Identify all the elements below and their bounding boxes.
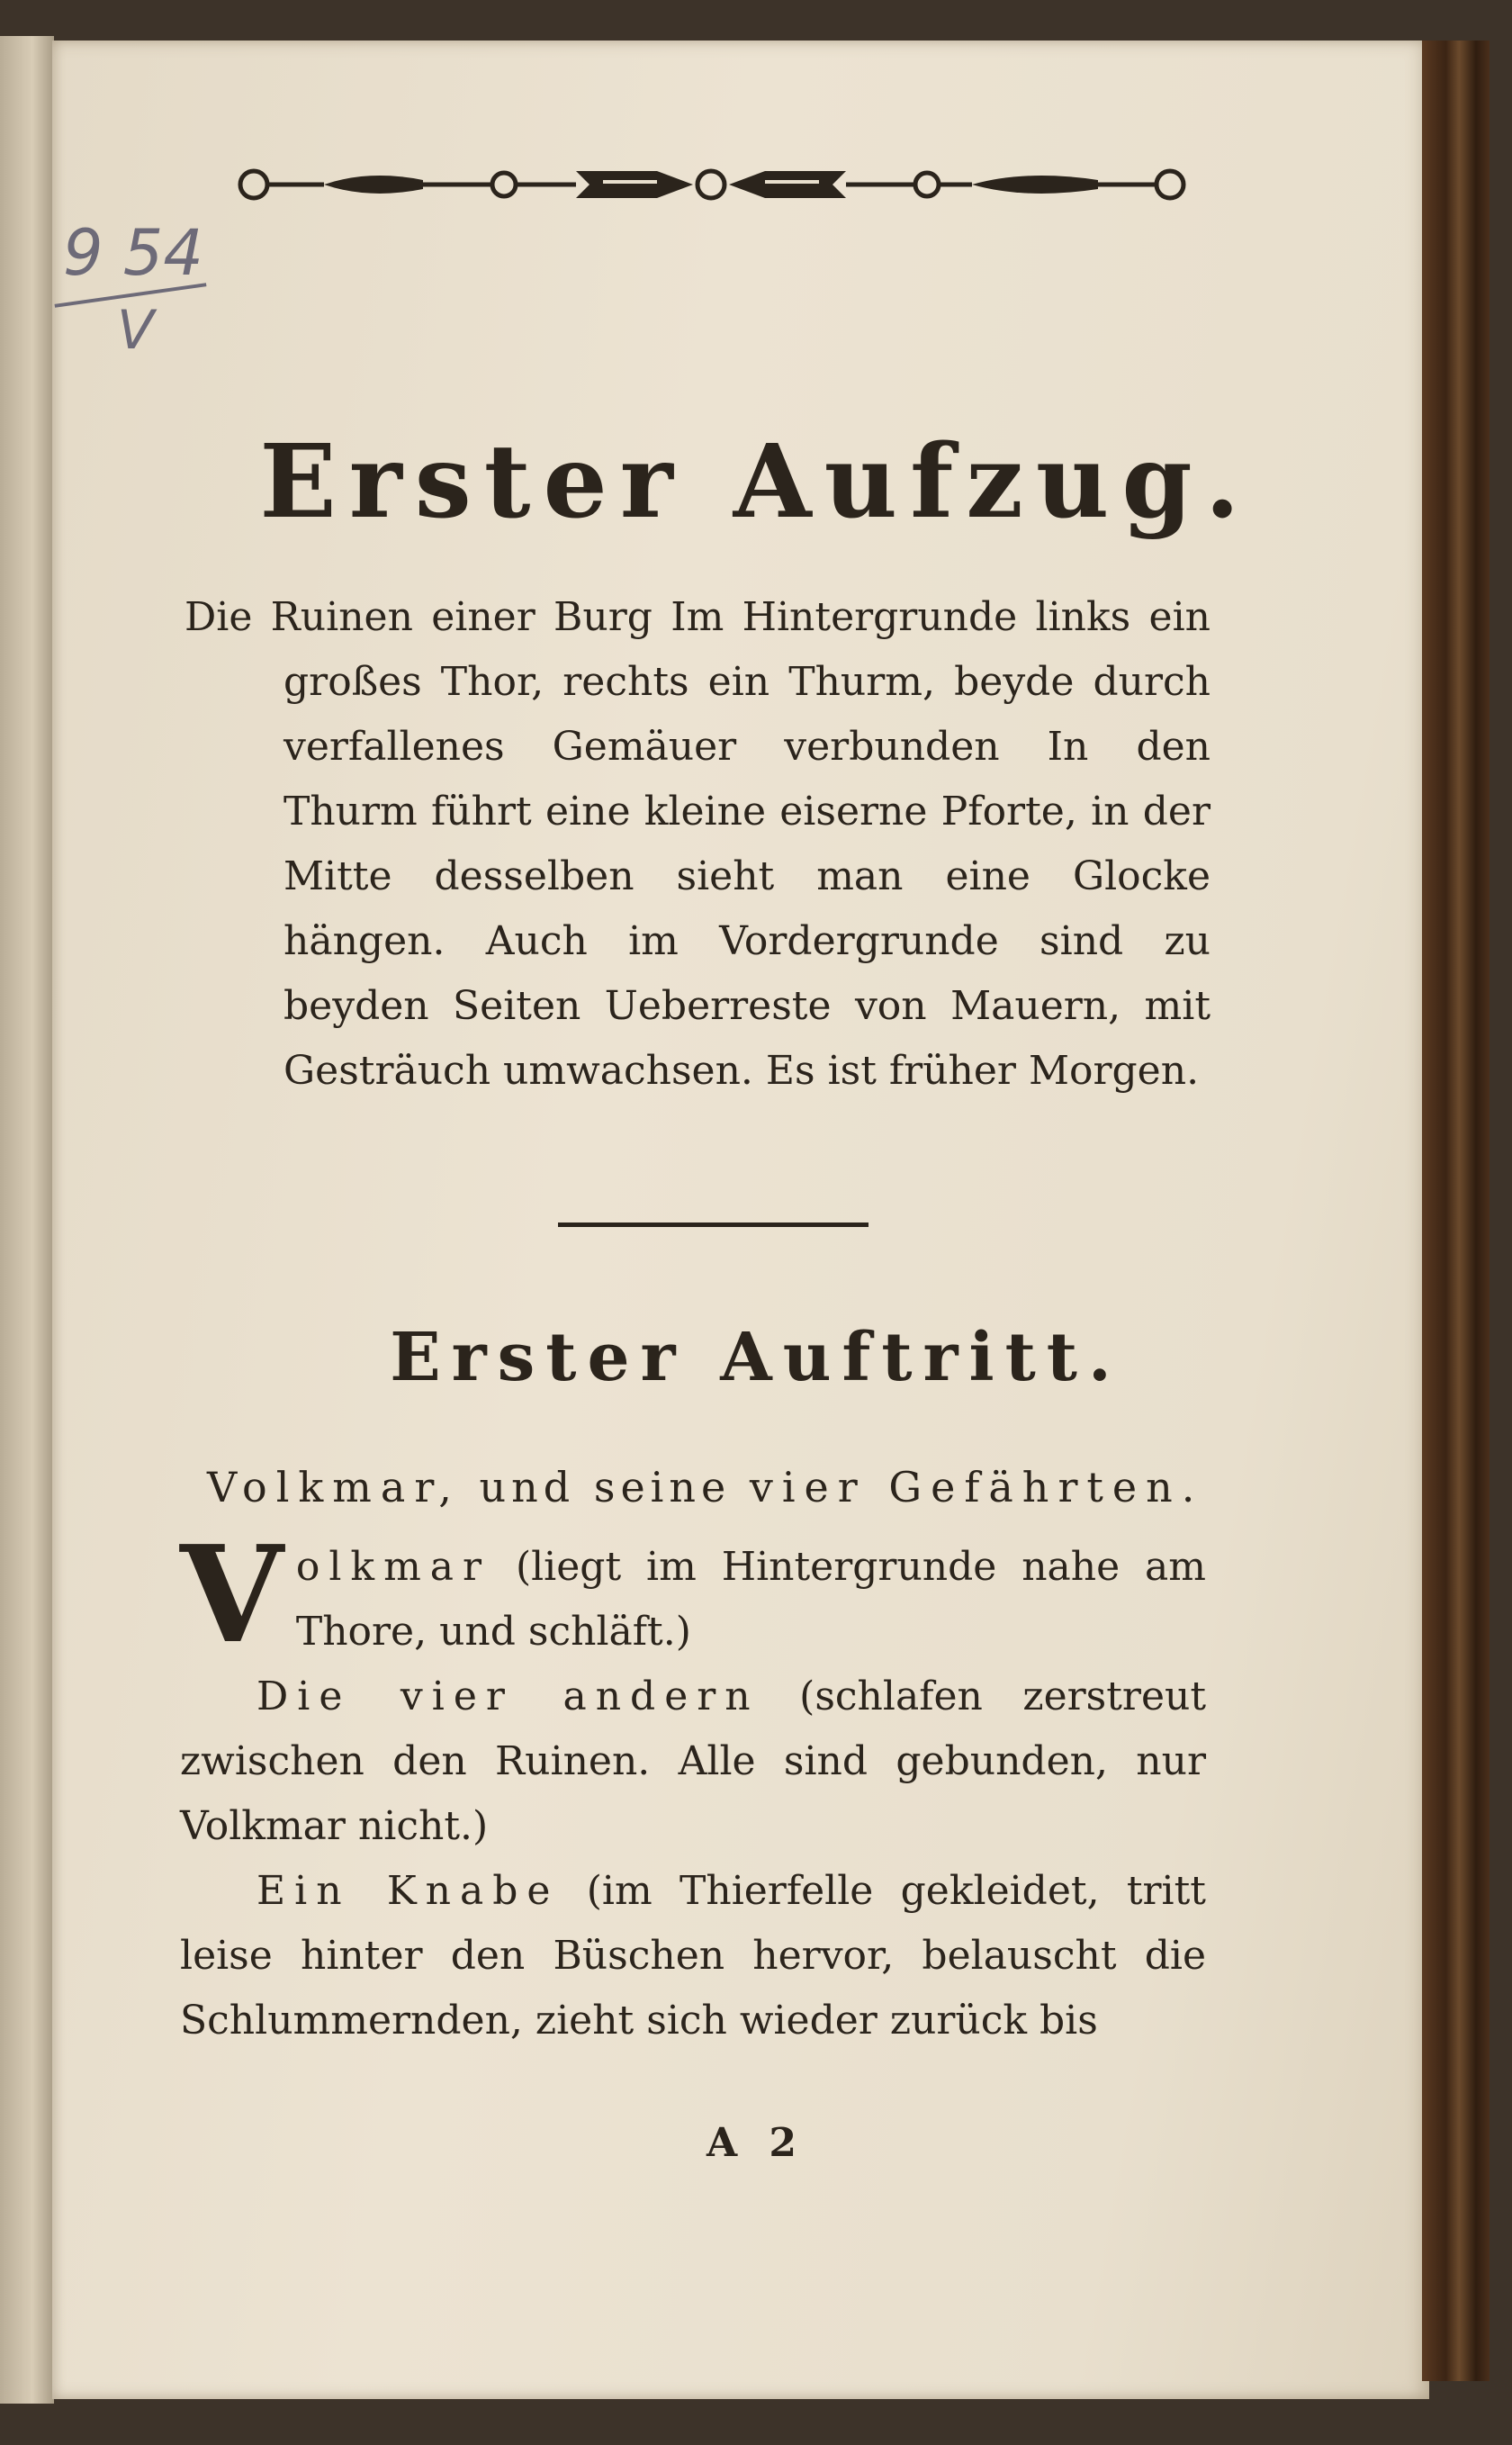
paragraph-text: (schlafen zerstreut zwischen den Ruinen. Alle sind gebunden, nur Volkmar nicht.): [180, 1674, 1206, 1849]
paragraph: [180, 1516, 1206, 1673]
left-page-edge: [0, 36, 54, 2404]
paragraph: [180, 1859, 1206, 2053]
character-list: [207, 1463, 1215, 1511]
shelfmark-letter: V: [117, 299, 155, 362]
stage-direction-text: Die Ruinen einer Burg Im Hintergrunde links ein großes Thor, rechts ein Thurm, beyde durch verfallenes Gemäuer verbunden In den Thurm führt eine kleine eiserne Pforte, in der Mitte desselben sieht man eine Glocke hängen. Auch im Vordergrunde sind zu beyden Seiten Ueberreste von Mauern, mit Gesträuch umwachsen. Es ist früher Morgen.: [184, 594, 1210, 1094]
character-name: Volkmar,: [207, 1463, 461, 1511]
pencil-shelfmark: [54, 216, 216, 369]
speaker: Die vier andern: [256, 1674, 760, 1719]
drop-cap: V: [180, 1516, 284, 1673]
character-conjunction: und seine: [460, 1463, 750, 1511]
ornament-divider: [234, 153, 1197, 216]
scene-heading: Erster Auftritt.: [390, 1319, 1122, 1396]
shelfmark-number: 9 54: [63, 216, 203, 290]
book-spine: [1422, 41, 1490, 2381]
scene-text: [180, 1516, 1206, 2053]
act-heading: Erster Aufzug.: [259, 423, 1253, 541]
section-rule: [558, 1222, 868, 1227]
stage-direction: [184, 585, 1210, 1104]
paragraph: [180, 1665, 1206, 1859]
paragraph-text: (im Thierfelle gekleidet, tritt leise hinter den Büschen hervor, belauscht die Schlummernden, zieht sich wieder zurück bis: [180, 1868, 1206, 2044]
speaker: Ein Knabe: [256, 1868, 560, 1914]
paragraph-text: (liegt im Hintergrunde nahe am Thore, und schläft.): [295, 1544, 1206, 1655]
speaker: olkmar: [295, 1544, 491, 1590]
character-companions: vier Gefährten.: [749, 1463, 1204, 1511]
signature-mark: A 2: [706, 2120, 806, 2166]
